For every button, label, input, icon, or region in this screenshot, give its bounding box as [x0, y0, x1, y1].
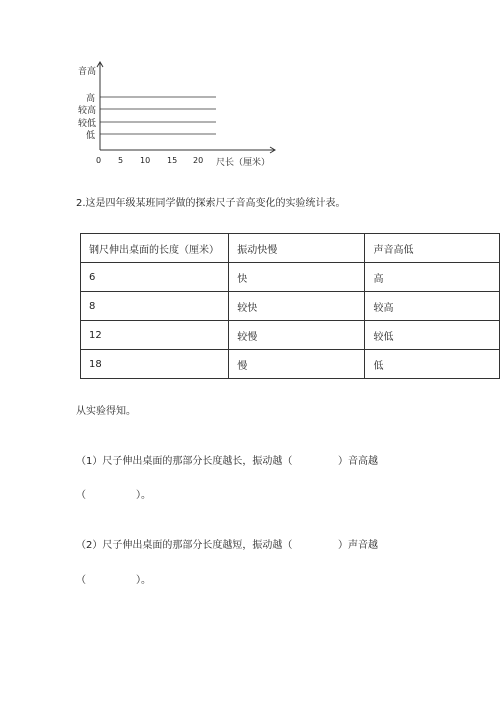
question-2-intro: 2.这是四年级某班同学做的探索尺子音高变化的实验统计表。 [76, 198, 346, 209]
header-length: 钢尺伸出桌面的长度（厘米） [81, 234, 229, 263]
item-1-line-1a: （1）尺子伸出桌面的那部分长度越长，振动越（ [76, 456, 293, 467]
conclusion-label: 从实验得知。 [76, 406, 136, 417]
x-tick-10: 10 [140, 156, 151, 165]
item-1-line-1b: ）音高越 [338, 456, 378, 467]
item-2-line-1a: （2）尺子伸出桌面的那部分长度越短，振动越（ [76, 540, 293, 551]
item-2-blank-answer: （ ）。 [76, 575, 151, 586]
y-axis-label: 音高 [78, 67, 97, 77]
x-tick-5: 5 [118, 156, 124, 165]
table-cell: 低 [365, 350, 500, 379]
table-cell: 12 [81, 321, 229, 350]
table-row [81, 263, 500, 292]
table-cell: 较低 [365, 321, 500, 350]
table-cell: 18 [81, 350, 229, 379]
x-axis-label: 尺长（厘米） [216, 158, 271, 168]
table-cell: 高 [365, 263, 500, 292]
level-label-higher: 较高 [78, 106, 97, 116]
x-tick-15: 15 [167, 156, 178, 165]
item-1-blank-answer: （ ）。 [76, 490, 151, 501]
x-tick-0: 0 [96, 156, 102, 165]
table-row [81, 350, 500, 379]
table-row [81, 292, 500, 321]
item-2-line-1b: ）声音越 [338, 540, 378, 551]
table-row [81, 321, 500, 350]
pitch-chart [70, 58, 290, 168]
level-label-low: 低 [86, 131, 96, 141]
table-cell: 快 [229, 263, 365, 292]
table-header-row [81, 234, 500, 263]
table-cell: 较慢 [229, 321, 365, 350]
experiment-table [80, 233, 500, 379]
level-label-lower: 较低 [78, 119, 97, 129]
x-tick-20: 20 [193, 156, 204, 165]
header-vibration: 振动快慢 [229, 234, 365, 263]
level-label-high: 高 [86, 94, 96, 104]
table-cell: 慢 [229, 350, 365, 379]
table-cell: 较快 [229, 292, 365, 321]
table-cell: 6 [81, 263, 229, 292]
table-cell: 8 [81, 292, 229, 321]
table-cell: 较高 [365, 292, 500, 321]
header-pitch: 声音高低 [365, 234, 500, 263]
